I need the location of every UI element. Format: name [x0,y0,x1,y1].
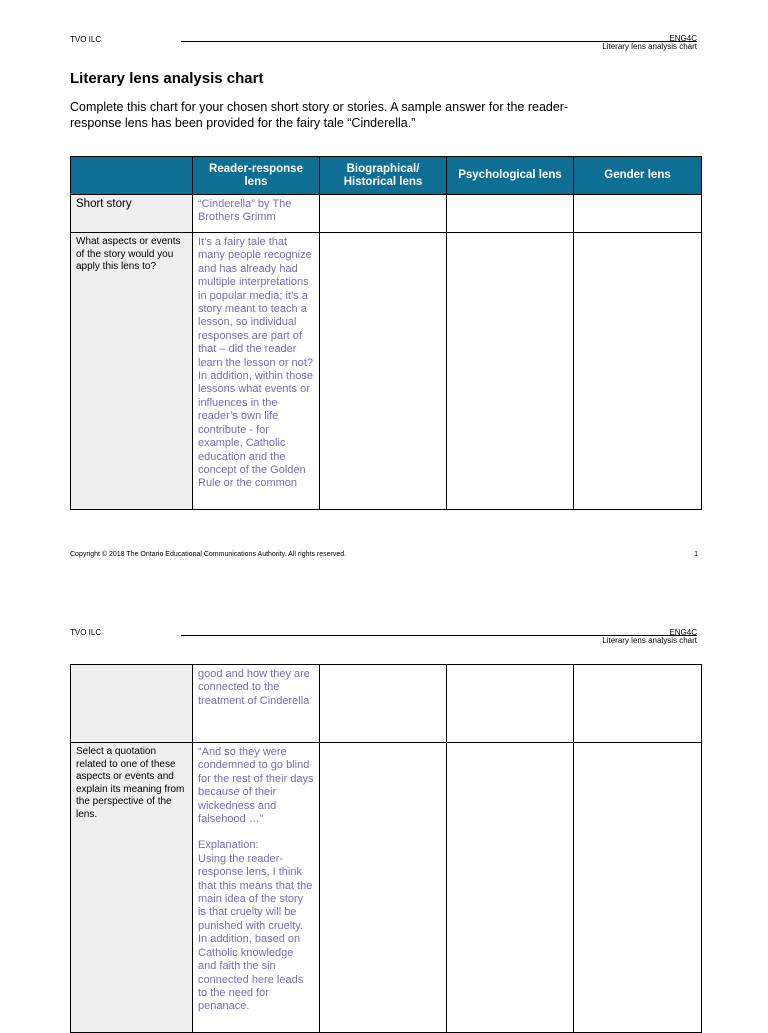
header-course-block [560,35,697,51]
answer-cell[interactable] [574,195,702,233]
answer-cell[interactable] [320,233,447,510]
header-doc-title: Literary lens analysis chart [602,42,697,51]
header-gender: Gender lens [574,157,702,195]
answer-cell[interactable] [320,195,447,233]
answer-cell[interactable] [320,665,447,743]
explanation-text: Using the reader-response lens, I think that this means that the main idea of the story is that cruelty will be punished with cruelty. In addition, based on Catholic knowledge and faith the sin connected here leads to the need for penanace. [198,852,313,1013]
footer-copyright: Copyright © 2018 The Ontario Educational Communications Authority. All rights reserved. [70,551,347,558]
sample-answer-story: “Cinderella” by The Brothers Grimm [193,195,320,233]
row-label-quotation: Select a quotation related to one of these aspects or events and explain its meaning from the perspective of the lens. [71,743,193,1033]
sample-answer-quotation [193,743,320,1033]
header-org: TVO ILC [70,628,102,637]
answer-cell[interactable] [447,233,574,510]
answer-cell[interactable] [447,195,574,233]
answer-cell[interactable] [574,665,702,743]
header-course: ENG4C [669,628,697,637]
sample-answer-aspects: It’s a fairy tale that many people recognize and has already had multiple interpretations in popular media; it’s a story meant to teach a lesson, so individual responses are part of that – did the reader learn the lesson or not?In addition, within those lessons what events or influences in the reader’s own life contribute - for example, Catholic education and the concept of the Golden Rule or the common [193,233,320,510]
answer-cell[interactable] [574,233,702,510]
lens-chart-table-p1 [70,156,702,510]
sample-quote: “And so they were condemned to go blind for the rest of their days because of their wickedness and falsehood …” [198,746,314,826]
answer-cell[interactable] [447,665,574,743]
intro-paragraph: Complete this chart for your chosen short story or stories. A sample answer for the reader-response lens has been provided for the fairy tale “Cinderella.” [70,100,569,130]
table-row [71,195,702,233]
header-org: TVO ILC [70,35,102,44]
table-row [71,743,702,1033]
row-label-aspects: What aspects or events of the story would you apply this lens to? [71,233,193,510]
answer-cell[interactable] [574,743,702,1033]
header-course: ENG4C [669,34,697,43]
footer-page-number: 1 [694,551,698,558]
row-label-continued [71,665,193,743]
explanation-label: Explanation: [198,839,259,852]
lens-chart-table-p2 [70,664,702,1033]
sample-answer-aspects-continued: good and how they are connected to the treatment of Cinderella [193,665,320,743]
table-header-row [71,157,702,195]
header-reader-response: Reader-response lens [193,157,320,195]
table-row [71,233,702,510]
page-title: Literary lens analysis chart [70,70,264,87]
table-row [71,665,702,743]
header-cell-blank [71,157,193,195]
row-label-short-story: Short story [71,195,193,233]
header-psychological: Psychological lens [447,157,574,195]
header-doc-title: Literary lens analysis chart [602,636,697,645]
answer-cell[interactable] [447,743,574,1033]
header-biographical: Biographical/ Historical lens [320,157,447,195]
header-course-block [560,629,697,645]
answer-cell[interactable] [320,743,447,1033]
